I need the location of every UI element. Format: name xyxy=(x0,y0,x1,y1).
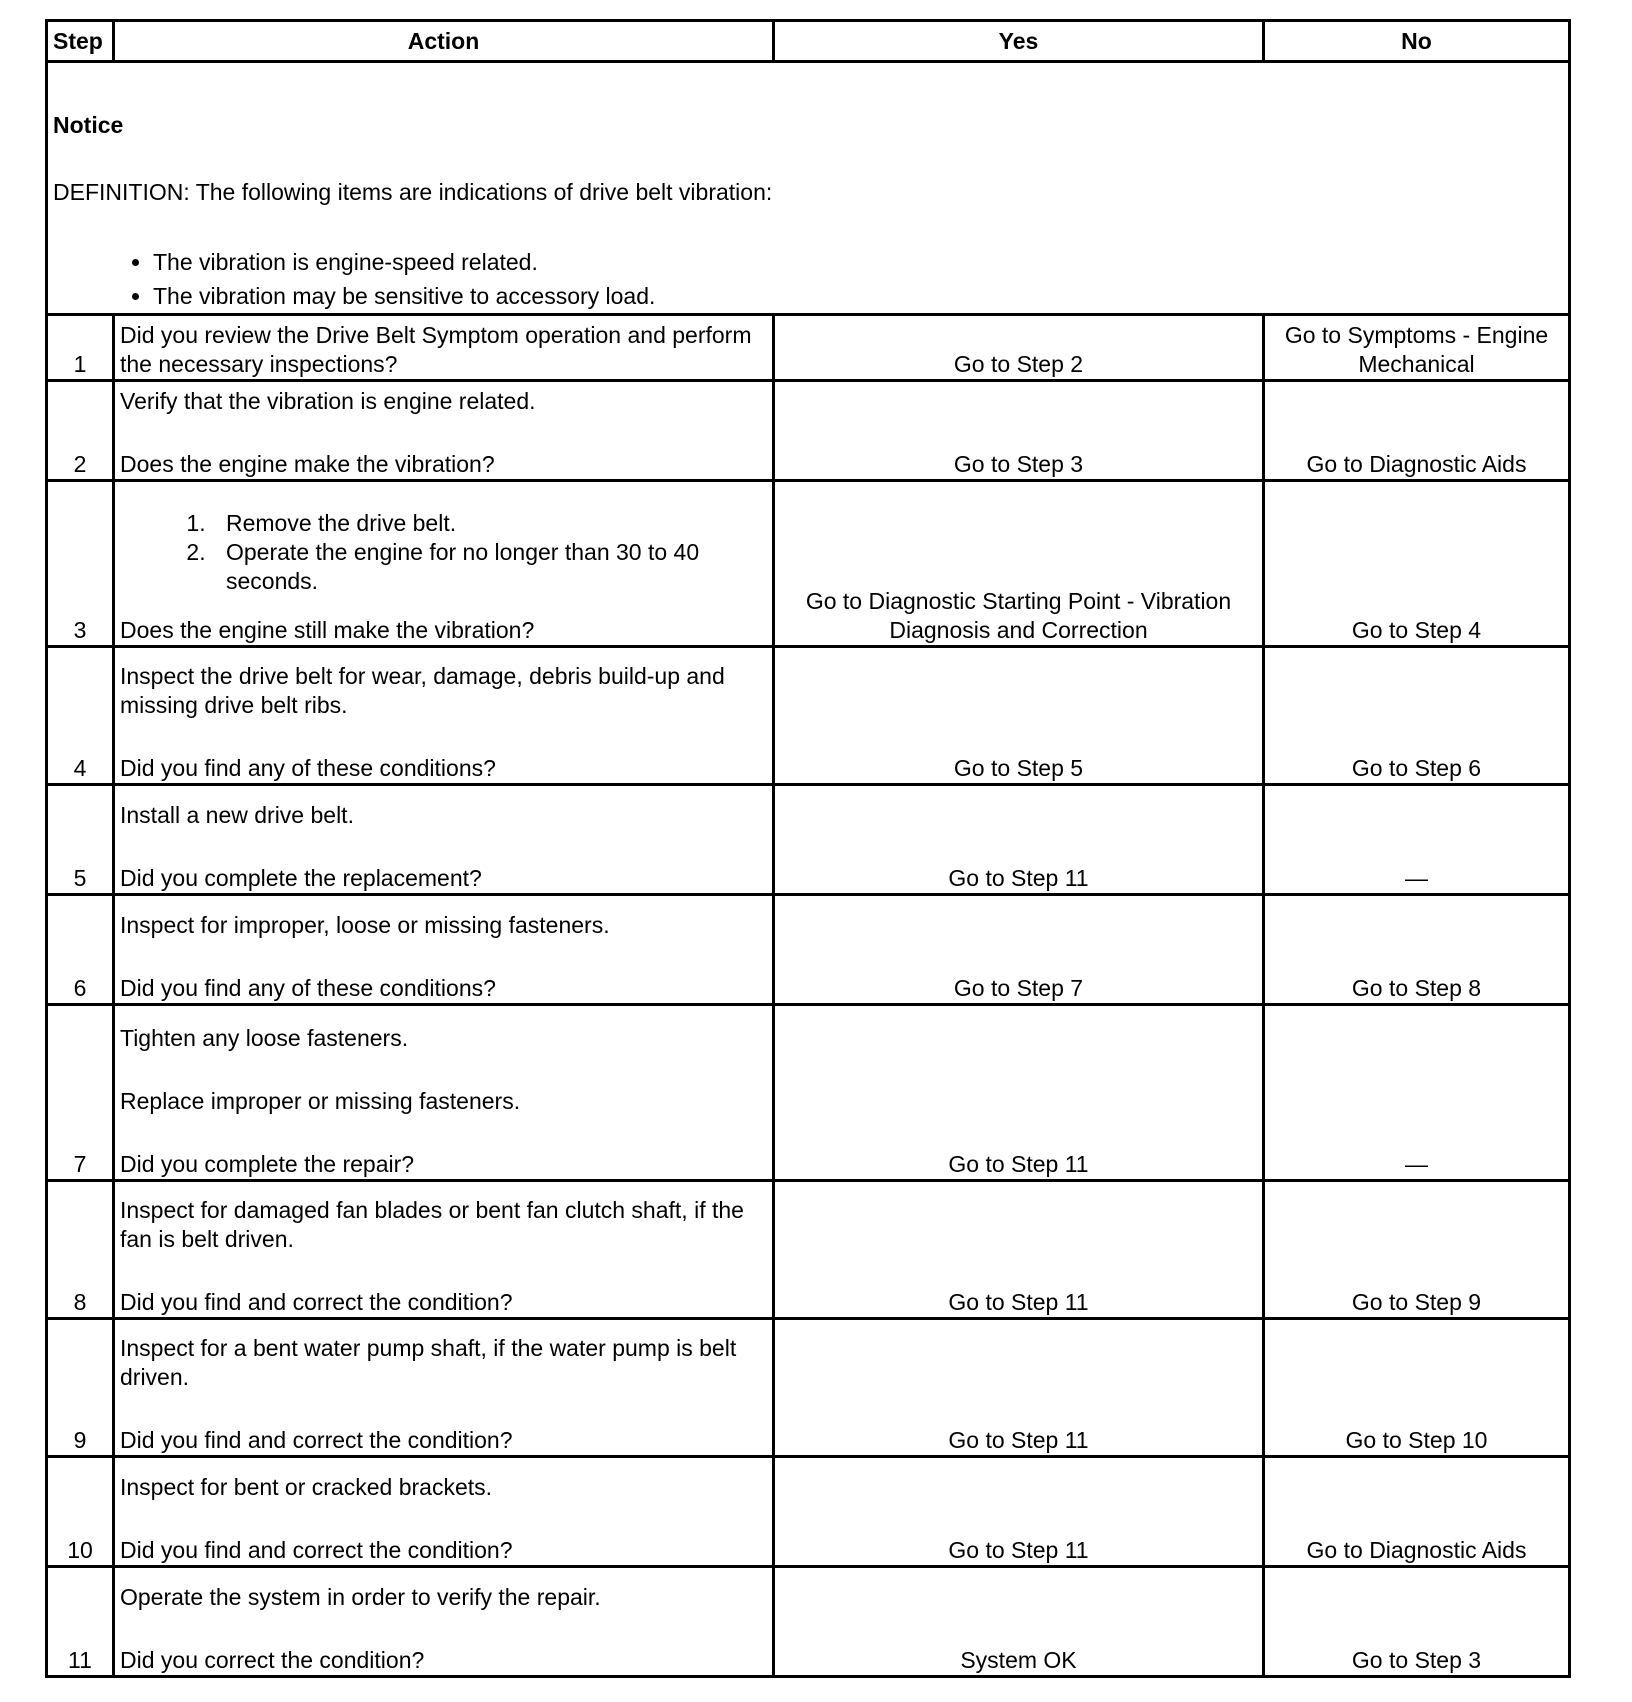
no-cell: Go to Step 10 xyxy=(1264,1319,1570,1457)
step-number: 11 xyxy=(47,1567,114,1677)
step-number: 1 xyxy=(47,315,114,381)
action-cell xyxy=(114,1181,774,1319)
notice-cell xyxy=(47,62,1570,315)
action-question: Did you find and correct the condition? xyxy=(120,1289,513,1315)
action-cell xyxy=(114,1457,774,1567)
yes-cell: Go to Step 11 xyxy=(774,1181,1264,1319)
table-row xyxy=(47,895,1570,1005)
table-row xyxy=(47,481,1570,647)
action-text: Verify that the vibration is engine related. xyxy=(120,388,536,414)
action-question: Did you complete the replacement? xyxy=(120,865,482,891)
yes-cell: Go to Diagnostic Starting Point - Vibration Diagnosis and Correction xyxy=(774,481,1264,647)
action-text: Inspect for a bent water pump shaft, if the water pump is belt driven. xyxy=(120,1335,737,1390)
action-text: Replace improper or missing fasteners. xyxy=(120,1088,521,1114)
header-no: No xyxy=(1264,21,1570,62)
no-cell: Go to Step 9 xyxy=(1264,1181,1570,1319)
no-cell: — xyxy=(1264,785,1570,895)
no-cell: Go to Step 6 xyxy=(1264,647,1570,785)
action-cell xyxy=(114,1005,774,1181)
table-row xyxy=(47,785,1570,895)
notice-bullet: • The vibration is engine-speed related. xyxy=(153,245,1563,279)
notice-title: Notice xyxy=(53,112,124,138)
notice-bullet-list xyxy=(53,245,1563,313)
header-step: Step xyxy=(47,21,114,62)
substep: 2. Operate the engine for no longer than 30 to 40 seconds. xyxy=(212,538,767,596)
action-cell xyxy=(114,647,774,785)
substep-list xyxy=(120,509,767,596)
action-question: Did you find and correct the condition? xyxy=(120,1537,513,1563)
notice-bullet: • The vibration may be sensitive to accessory load. xyxy=(153,279,1563,313)
action-question: Does the engine make the vibration? xyxy=(120,451,495,477)
action-text: Inspect for improper, loose or missing fasteners. xyxy=(120,912,610,938)
action-text: Operate the system in order to verify the repair. xyxy=(120,1584,601,1610)
table-row xyxy=(47,381,1570,481)
step-number: 5 xyxy=(47,785,114,895)
action-text: Inspect for bent or cracked brackets. xyxy=(120,1474,493,1500)
substep: 1. Remove the drive belt. xyxy=(212,509,767,538)
diagnostic-table xyxy=(45,19,1571,1678)
action-cell xyxy=(114,381,774,481)
step-number: 10 xyxy=(47,1457,114,1567)
action-question: Did you correct the condition? xyxy=(120,1647,425,1673)
action-cell xyxy=(114,785,774,895)
no-cell: Go to Diagnostic Aids xyxy=(1264,1457,1570,1567)
action-question: Does the engine still make the vibration? xyxy=(120,617,535,643)
yes-cell: Go to Step 3 xyxy=(774,381,1264,481)
no-cell: Go to Step 4 xyxy=(1264,481,1570,647)
yes-cell: Go to Step 11 xyxy=(774,1005,1264,1181)
action-text: Inspect for damaged fan blades or bent fan clutch shaft, if the fan is belt driven. xyxy=(120,1197,744,1252)
step-number: 7 xyxy=(47,1005,114,1181)
no-cell: Go to Step 8 xyxy=(1264,895,1570,1005)
table-row xyxy=(47,1005,1570,1181)
step-number: 2 xyxy=(47,381,114,481)
action-cell xyxy=(114,1319,774,1457)
table-row xyxy=(47,647,1570,785)
yes-cell: Go to Step 7 xyxy=(774,895,1264,1005)
no-cell: Go to Diagnostic Aids xyxy=(1264,381,1570,481)
table-row xyxy=(47,1567,1570,1677)
table-row xyxy=(47,315,1570,381)
yes-cell: Go to Step 2 xyxy=(774,315,1264,381)
yes-cell: Go to Step 5 xyxy=(774,647,1264,785)
step-number: 8 xyxy=(47,1181,114,1319)
action-question: Did you find any of these conditions? xyxy=(120,975,496,1001)
action-cell xyxy=(114,315,774,381)
yes-cell: Go to Step 11 xyxy=(774,1319,1264,1457)
action-text: Inspect the drive belt for wear, damage, debris build-up and missing drive belt ribs. xyxy=(120,663,725,718)
no-cell: Go to Symptoms - Engine Mechanical xyxy=(1264,315,1570,381)
step-number: 3 xyxy=(47,481,114,647)
table-row xyxy=(47,1319,1570,1457)
action-text: Did you review the Drive Belt Symptom operation and perform the necessary inspections? xyxy=(120,322,752,377)
no-cell: Go to Step 3 xyxy=(1264,1567,1570,1677)
action-question: Did you find any of these conditions? xyxy=(120,755,496,781)
no-cell: — xyxy=(1264,1005,1570,1181)
step-number: 9 xyxy=(47,1319,114,1457)
table-row xyxy=(47,1181,1570,1319)
notice-definition: DEFINITION: The following items are indications of drive belt vibration: xyxy=(53,179,773,205)
header-yes: Yes xyxy=(774,21,1264,62)
action-text: Install a new drive belt. xyxy=(120,802,354,828)
yes-cell: System OK xyxy=(774,1567,1264,1677)
yes-cell: Go to Step 11 xyxy=(774,1457,1264,1567)
action-cell xyxy=(114,1567,774,1677)
action-cell xyxy=(114,481,774,647)
yes-cell: Go to Step 11 xyxy=(774,785,1264,895)
action-question: Did you find and correct the condition? xyxy=(120,1427,513,1453)
action-text: Tighten any loose fasteners. xyxy=(120,1025,409,1051)
step-number: 6 xyxy=(47,895,114,1005)
step-number: 4 xyxy=(47,647,114,785)
header-row xyxy=(47,21,1570,62)
table-row xyxy=(47,1457,1570,1567)
action-cell xyxy=(114,895,774,1005)
header-action: Action xyxy=(114,21,774,62)
action-question: Did you complete the repair? xyxy=(120,1151,415,1177)
notice-row xyxy=(47,62,1570,315)
